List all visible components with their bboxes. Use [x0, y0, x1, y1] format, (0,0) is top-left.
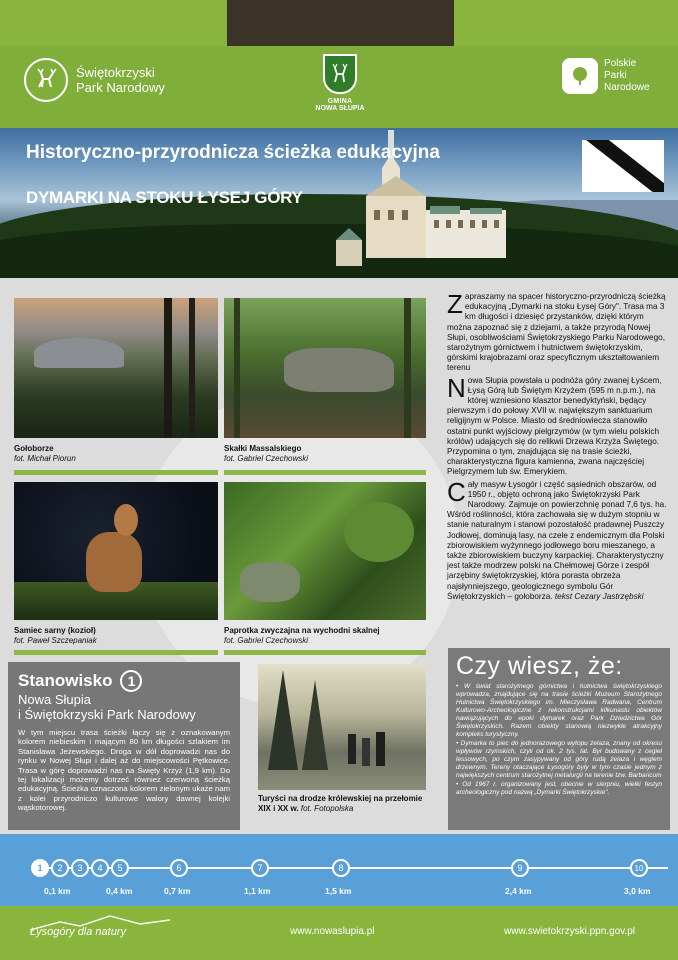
timeline-stop-9[interactable]: 9: [511, 859, 529, 877]
footer-brand: Łysogóry dla natury: [30, 926, 126, 938]
polish-parks-line1: Polskie: [604, 58, 637, 69]
hero-title: Historyczno-przyrodnicza ścieżka edukacyjna: [26, 142, 440, 163]
photo-paprotka-title: Paprotka zwyczajna na wychodni skalnej: [224, 626, 380, 635]
station-number-badge: 1: [120, 670, 142, 692]
strip-green-right: [454, 0, 678, 46]
timeline-stop-7[interactable]: 7: [251, 859, 269, 877]
photo-turysci-title: Turyści na drodze królewskiej na przełomie XIX i XX w.: [258, 794, 423, 813]
drop-cap-n: N: [447, 372, 466, 403]
deer-shield-icon: [323, 54, 357, 94]
timeline-stop-3[interactable]: 3: [71, 859, 89, 877]
timeline-distance: 3,0 km: [624, 886, 651, 896]
intro-paragraph-1: Zapraszamy na spacer historyczno-przyrodniczą ścieżką edukacyjną „Dymarki na stoku Łysej Góry". Trasa ma 3 km długości i dziesięć przystanków, dzięki którym można zapoznać się z dziejami, a także przyrodą Nowej Słupi, osobliwościami Świętokrzyskiego Parku Narodowego, starożytnym górnictwem i hutnictwem świętokrzyskim, górskimi krajobrazami oraz specyficznym ukształtowaniem terenu: [447, 289, 666, 373]
trail-timeline: [0, 834, 678, 906]
photo-skalki-title: Skałki Massalskiego: [224, 444, 302, 453]
timeline-distance: 0,1 km: [44, 886, 71, 896]
gmina-label: GMINA: [327, 98, 353, 105]
caption-divider: [14, 470, 218, 475]
intro-paragraph-3: Cały masyw Łysogór i część sąsiednich obszarów, od 1950 r., objęto ochroną jako Świętokrzyski Park Narodowy. Zajmuje on powierzchnię ponad 7,6 tys. ha. Wśród roślinności, która zachowała się w dużym stopniu w stanie naturalnym i stanowi pozostałość pradawnej Puszczy Jodłowej, dominują lasy, na czele z endemicznym dla Polski zbiorowiskiem wyżynnego jodłowego boru mieszanego, a także zbiorowiskiem buczyny karpackiej. Charakterystyczny jest także modrzew polski na Chełmowej Górze i zespół jarzębiny świętokrzyskiej, która porasta obrzeża najsłynniejszego, geologicznego symbolu Gór Świętokrzyskich – gołoborza. tekst Cezary Jastrzębski: [447, 476, 667, 601]
timeline-stop-2[interactable]: 2: [51, 859, 69, 877]
tree-badge-icon: [562, 58, 598, 94]
caption-divider: [14, 650, 218, 655]
timeline-line: [38, 867, 668, 869]
drop-cap-z: Z: [447, 289, 463, 319]
timeline-distance: 2,4 km: [505, 886, 532, 896]
top-color-strip: [0, 0, 678, 46]
park-logo[interactable]: [24, 58, 165, 102]
did-you-know-item: • Od 1967 r. organizowany jest, obecnie w sierpniu, wielki festyn archeologiczny pod nazwą „Dymarki Świętokrzyskie".: [456, 781, 662, 796]
station-subtitle-1: Nowa Słupia: [18, 692, 91, 707]
photo-skalki-credit: fot. Gabriel Czechowski: [224, 454, 309, 463]
logo-header: [0, 46, 678, 128]
photo-goloborze-title: Gołoborze: [14, 444, 54, 453]
timeline-stop-5[interactable]: 5: [111, 859, 129, 877]
did-you-know-list: [456, 683, 662, 797]
photo-goloborze-credit: fot. Michał Piorun: [14, 454, 76, 463]
timeline-distance: 0,7 km: [164, 886, 191, 896]
photo-turysci: [258, 664, 426, 790]
photo-paprotka: [224, 482, 426, 620]
did-you-know-item: • W świat starożytnego górnictwa i hutnictwa świętokrzyskiego wprowadza, znajdujące się na trasie ścieżki Muzeum Starożytnego Hutnictwa Świętokrzyskiego im. Mieczysława Radwana, Centrum Kulturowo-Archeologiczne z rekonstrukcjami kilkunastu obiektów nawiązujących do epoki dymarek oraz Park Dziedzictwa Gór Świętokrzyskich. Razem obiekty stanowią niezwykle atrakcyjny kompleks turystyczny.: [456, 683, 662, 738]
photo-goloborze: [14, 298, 218, 438]
polish-parks-logo[interactable]: [562, 58, 650, 94]
intro-author: tekst Cezary Jastrzębski: [554, 591, 644, 601]
timeline-stop-6[interactable]: 6: [170, 859, 188, 877]
timeline-stop-8[interactable]: 8: [332, 859, 350, 877]
timeline-stop-4[interactable]: 4: [91, 859, 109, 877]
timeline-stop-10[interactable]: 10: [630, 859, 648, 877]
did-you-know-title: Czy wiesz, że:: [456, 652, 623, 680]
footer-link-nowaslupia[interactable]: www.nowaslupia.pl: [290, 926, 375, 937]
station-body: W tym miejscu trasa ścieżki łączy się z oznakowanym kolorem niebieskim i mającym 80 km długości szlakiem im Stanisława Jeżewskiego. Droga w dół doprowadzi nas do rynku w Nowej Słupi i dalej aż do miejscowości Pętkowice. Trasa w górę doprowadzi nas na Święty Krzyż (1,9 km). Do tej lokalizacji możemy dotrzeć również czerwoną ścieżką edukacyjną. Ścieżka oznaczona kolorem zielonym ukaże nam z kolei przyrodniczo kulturowe walory dawnej kolejki wąskotorowej.: [18, 728, 230, 813]
trail-marker-icon: [582, 140, 664, 192]
did-you-know-panel: [448, 648, 670, 830]
photo-sarna-credit: fot. Paweł Szczepaniak: [14, 636, 97, 645]
polish-parks-line2: Parki: [604, 70, 627, 81]
intro-text: [447, 289, 669, 604]
station-subtitle-2: i Świętokrzyski Park Narodowy: [18, 707, 196, 722]
hero-banner: [0, 128, 678, 278]
photo-samiec-sarny: [14, 482, 218, 620]
park-name-line2: Park Narodowy: [76, 80, 165, 95]
caption-divider: [224, 470, 426, 475]
main-content: [0, 278, 678, 834]
gmina-logo[interactable]: [316, 54, 364, 112]
drop-cap-c: C: [447, 476, 466, 507]
timeline-distance: 0,4 km: [106, 886, 133, 896]
polish-parks-line3: Narodowe: [604, 82, 650, 93]
strip-green-left: [0, 0, 227, 46]
footer-link-park[interactable]: www.swietokrzyski.ppn.gov.pl: [504, 926, 635, 937]
photo-sarna-title: Samiec sarny (kozioł): [14, 626, 96, 635]
deer-icon: [24, 58, 68, 102]
photo-paprotka-credit: fot. Gabriel Czechowski: [224, 636, 309, 645]
park-name-line1: Świętokrzyski: [76, 65, 155, 80]
station-heading: Stanowisko 1: [18, 670, 230, 692]
caption-divider: [224, 650, 426, 655]
gmina-name: NOWA SŁUPIA: [315, 105, 365, 112]
hero-subtitle: DYMARKI NA STOKU ŁYSEJ GÓRY: [26, 188, 303, 207]
photo-skalki-massalskiego: [224, 298, 426, 438]
photo-turysci-credit: fot. Fotopolska: [300, 804, 354, 813]
timeline-distance: 1,5 km: [325, 886, 352, 896]
timeline-distance: 1,1 km: [244, 886, 271, 896]
station-panel: [8, 662, 240, 830]
did-you-know-item: • Dymarka to piec do jednorazowego wytopu żelaza, znany od okresu wpływów rzymskich, czyli od ok. 2 tys. lat. Był budowany z cegieł lessowych, po czym zasypywany od góry rudą żelaza i węglem drzewnym. Tereny otaczające Łysogóry były w tym czasie jednym z największych centrum starożytnej metalurgii na terenie tzw. Barbaricum: [456, 740, 662, 779]
footer: [0, 906, 678, 960]
timeline-stop-1[interactable]: 1: [31, 859, 49, 877]
intro-paragraph-2: Nowa Słupia powstała u podnóża góry zwanej Łyścem, Łysą Górą lub Świętym Krzyżem (595 m n.p.m.), na której wzniesiono klasztor benedyktyński, będący pierwszym i do połowy XVII w. największym sanktuarium religijnym w Polsce. Miasto od średniowiecza stanowiło ostatni punkt wyjściowy pielgrzymów (w tym wielu polskich królów) udających się do relikwii Drzewa Krzyża Świętego. Przypomina o tym, znajdująca się na trasie ścieżki, charakterystyczna figura kamienna, zwana najczęściej Pielgrzymem lub św. Emerykiem.: [447, 372, 662, 477]
strip-brown: [227, 0, 454, 46]
